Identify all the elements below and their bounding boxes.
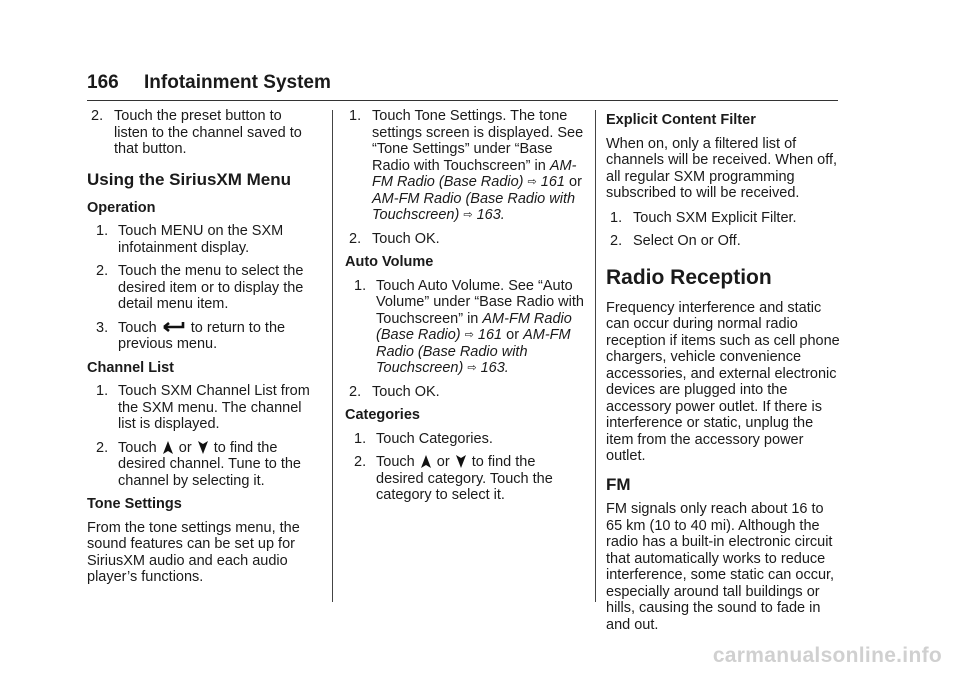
column-2 <box>345 108 585 511</box>
subheading-operation: Operation <box>87 199 156 216</box>
back-arrow-icon <box>163 320 185 334</box>
list-item: 3. Touch to return to the previous menu. <box>96 319 286 352</box>
column-1 <box>87 108 319 594</box>
subheading-categories: Categories <box>345 407 420 423</box>
paragraph: FM signals only reach about 16 to 65 km (10 to 40 mi). Although the radio has a built-in electronic circuit that automatically works to reduce interference, some static can occur, especially around tall buildings or hills, causing the sound to fade in and out. <box>606 501 835 633</box>
cross-reference-title[interactable]: AM-FM Radio (Base Radio) <box>372 157 577 190</box>
subheading-tone-settings: Tone Settings <box>87 496 182 512</box>
page-reference[interactable]: 163. <box>480 360 509 376</box>
cross-reference-title[interactable]: AM-FM Radio (Base Radio with Touchscreen) <box>376 327 571 376</box>
page-reference-arrow-icon: ⇨ <box>467 362 477 374</box>
list-item: 2. Touch the menu to select the desired item or to display the detail menu item. <box>96 263 304 312</box>
list-item: 1. Touch Auto Volume. See “Auto Volume” under “Base Radio with Touchscreen” in AM-FM Radio (Base Radio) ⇨ 161 or AM-FM Radio (Base Radio with Touchscreen) ⇨ 163. <box>354 277 584 376</box>
page-number: 166 <box>87 72 119 93</box>
column-3 <box>606 108 842 641</box>
subheading-auto-volume: Auto Volume <box>345 254 434 270</box>
page-header <box>87 70 838 101</box>
heading-siriusxm-menu: Using the SiriusXM Menu <box>87 169 292 189</box>
list-item: 2. Touch the preset button to listen to the channel saved to that button. <box>91 108 302 157</box>
subheading-explicit-content-filter: Explicit Content Filter <box>606 112 756 128</box>
up-arrow-icon <box>163 441 173 454</box>
list-item: 1. Touch SXM Explicit Filter. <box>610 209 797 226</box>
list-item: 1. Touch Categories. <box>354 430 493 447</box>
column-divider <box>595 110 596 602</box>
list-item: 2. Touch OK. <box>349 383 440 400</box>
subheading-channel-list: Channel List <box>87 359 175 376</box>
paragraph: When on, only a filtered list of channels will be received. When off, all regular SXM programming subscribed to will be received. <box>606 135 838 201</box>
down-arrow-icon <box>456 455 466 468</box>
down-arrow-icon <box>198 441 208 454</box>
list-item: 2. Touch or to find the desired category. Touch the category to select it. <box>354 454 553 503</box>
column-divider <box>332 110 333 602</box>
heading-fm: FM <box>606 474 631 494</box>
page-reference[interactable]: 161 <box>477 327 503 343</box>
list-item: 1. Touch SXM Channel List from the SXM menu. The channel list is displayed. <box>96 383 310 432</box>
page-reference[interactable]: 161 <box>540 174 565 190</box>
cross-reference-title[interactable]: AM-FM Radio (Base Radio with Touchscreen) <box>372 190 576 223</box>
list-item: 1. Touch Tone Settings. The tone settings screen is displayed. See “Tone Settings” under “Base Radio with Touchscreen” in AM-FM Radio (Base Radio) ⇨ 161 or AM-FM Radio (Base Radio with Touchscreen) ⇨ 163. <box>349 108 584 223</box>
list-item: 2. Touch or to find the desired channel. Tune to the channel by selecting it. <box>96 439 301 489</box>
up-arrow-icon <box>421 455 431 468</box>
list-item: 1. Touch MENU on the SXM infotainment display. <box>96 223 284 256</box>
page-reference-arrow-icon: ⇨ <box>527 176 537 188</box>
heading-radio-reception: Radio Reception <box>606 265 772 289</box>
page-reference[interactable]: 163. <box>476 207 505 223</box>
paragraph: Frequency interference and static can occur during normal radio reception if items such as cell phone chargers, vehicle convenience accessories, and external electronic devices are plugged into the accessory power outlet. If there is interference or static, unplug the item from the accessory power outlet. <box>606 299 840 464</box>
section-title: Infotainment System <box>144 72 331 93</box>
page-reference-arrow-icon: ⇨ <box>463 209 473 221</box>
watermark: carmanualsonline.info <box>712 644 942 667</box>
page-reference-arrow-icon: ⇨ <box>464 329 474 341</box>
cross-reference-title[interactable]: AM-FM Radio (Base Radio) <box>376 310 572 343</box>
list-item: 2. Touch OK. <box>349 230 440 247</box>
list-item: 2. Select On or Off. <box>610 233 741 249</box>
paragraph: From the tone settings menu, the sound features can be set up for SiriusXM audio and each audio player’s functions. <box>87 519 300 585</box>
